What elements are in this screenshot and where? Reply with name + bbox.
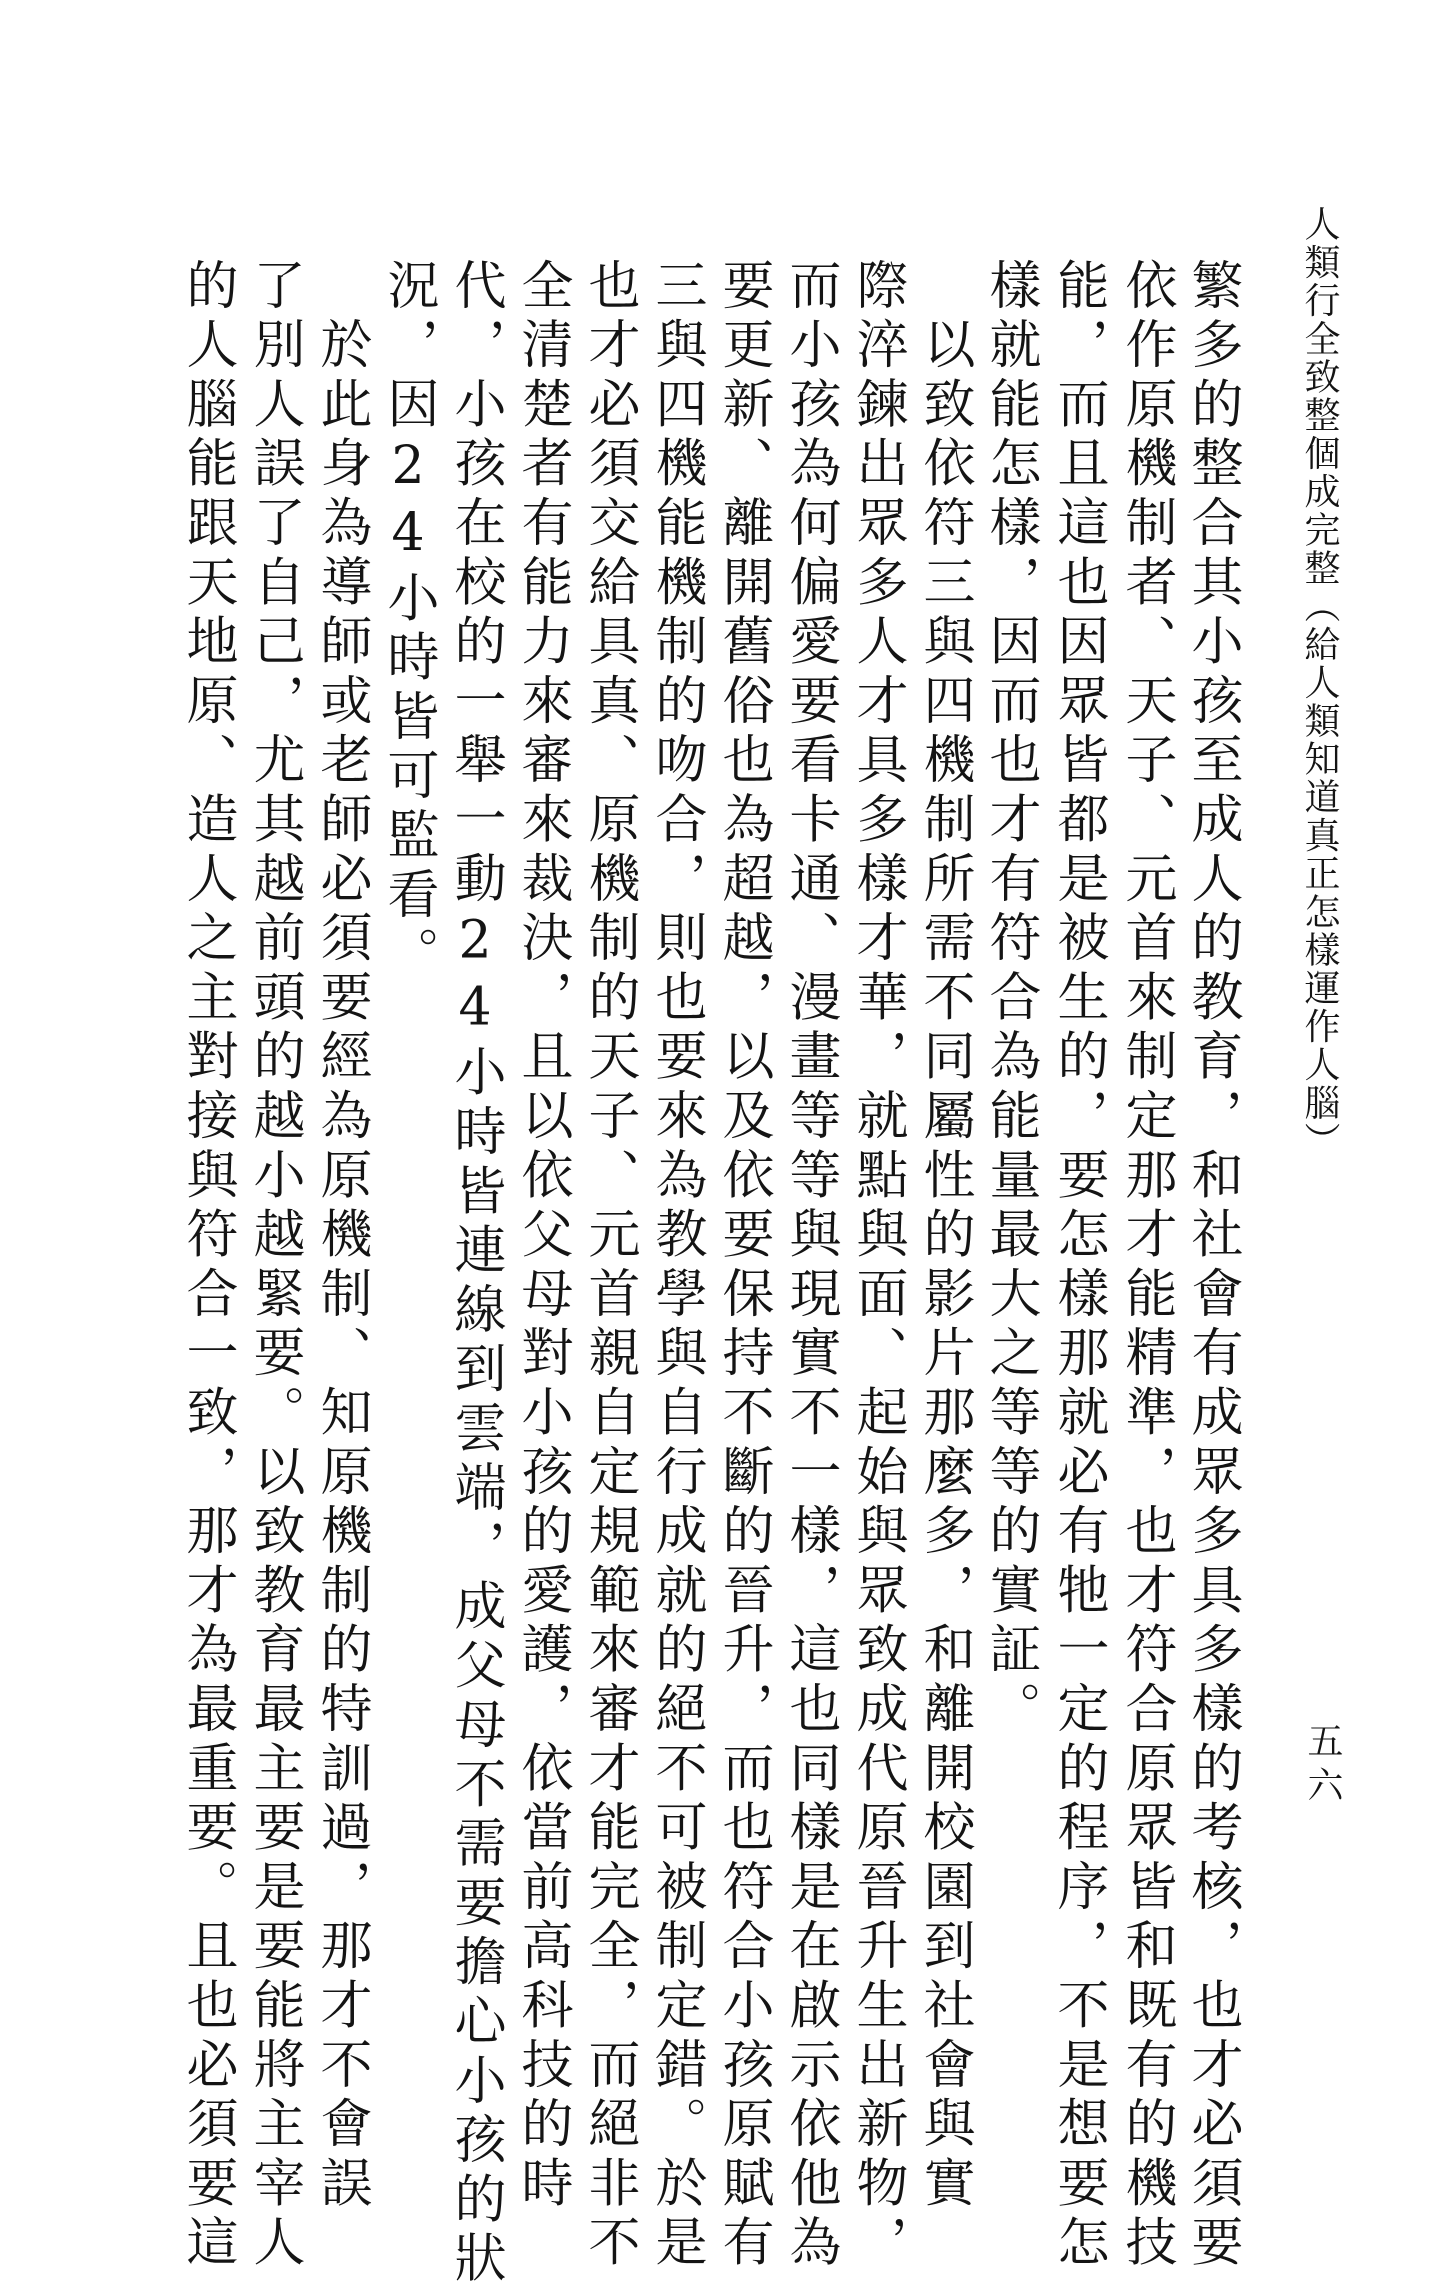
body-text-line: 況，因24小時皆可監看。 bbox=[378, 258, 438, 986]
running-header-title: 人類行全致整個成完整（給人類知道真正怎樣運作人腦） bbox=[1299, 205, 1340, 1160]
body-text-line: 以致依符三與四機制所需不同屬性的影片那麼多，和離開校園到社會與實 bbox=[914, 258, 974, 2215]
body-text-line: 樣就能怎樣，因而也才有符合為能量最大之等等的實証。 bbox=[980, 258, 1040, 1741]
page-number: 五六 bbox=[1302, 1722, 1343, 1810]
body-text-line: 繁多的整合其小孩至成人的教育，和社會有成眾多具多樣的考核，也才必須要 bbox=[1182, 258, 1242, 2275]
body-text-line: 際淬鍊出眾多人才具多樣才華，就點與面、起始與眾致成代原晉升生出新物， bbox=[847, 258, 907, 2275]
body-text-line: 而小孩為何偏愛要看卡通、漫畫等等與現實不一樣，這也同樣是在啟示依他為 bbox=[780, 258, 840, 2275]
body-text-line: 三與四機能機制的吻合，則也要來為教學與自行成就的絕不可被制定錯。於是 bbox=[646, 258, 706, 2275]
body-text-line: 依作原機制者、天子、元首來制定那才能精準，也才符合原眾皆和既有的機技 bbox=[1116, 258, 1176, 2275]
body-text-line: 的人腦能跟天地原、造人之主對接與符合一致，那才為最重要。且也必須要這 bbox=[177, 258, 237, 2275]
body-text-line: 代，小孩在校的一舉一動24小時皆連線到雲端，成父母不需要擔心小孩的狀 bbox=[445, 258, 505, 2290]
body-text-line: 能，而且這也因眾皆都是被生的，要怎樣那就必有牠一定的程序，不是想要怎 bbox=[1048, 258, 1108, 2275]
body-text-line: 全清楚者有能力來審來裁決，且以依父母對小孩的愛護，依當前高科技的時 bbox=[512, 258, 572, 2215]
body-text-line: 於此身為導師或老師必須要經為原機制、知原機制的特訓過，那才不會誤 bbox=[311, 258, 371, 2215]
body-text-line: 也才必須交給具真、原機制的天子、元首親自定規範來審才能完全，而絕非不 bbox=[579, 258, 639, 2275]
body-text-line: 了別人誤了自己，尤其越前頭的越小越緊要。以致教育最主要是要能將主宰人 bbox=[244, 258, 304, 2275]
body-text-line: 要更新、離開舊俗也為超越，以及依要保持不斷的晉升，而也符合小孩原賦有 bbox=[713, 258, 773, 2275]
